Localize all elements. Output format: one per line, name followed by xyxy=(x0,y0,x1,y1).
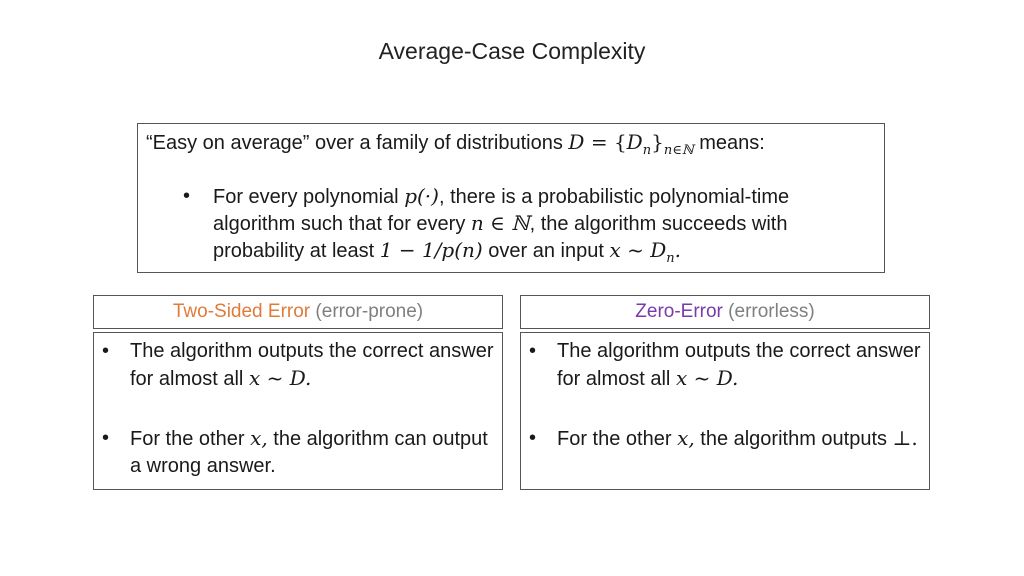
error-prone-label: (error-prone) xyxy=(310,301,424,322)
left-bullet-1 xyxy=(130,338,495,393)
definition-intro xyxy=(146,129,765,164)
line1-text-b: , there is a probabilistic polynomial-time xyxy=(438,186,790,208)
two-sided-error-label: Two-Sided Error xyxy=(172,301,311,322)
intro-math-d: D xyxy=(568,130,585,154)
definition-line-3 xyxy=(213,237,883,272)
intro-means: means: xyxy=(693,132,765,154)
line3-math2: x ~ D xyxy=(609,238,667,262)
bullet-dot: • xyxy=(529,340,537,362)
intro-math-dn: D xyxy=(626,130,643,154)
zero-error-panel xyxy=(520,332,930,490)
line2-text-b: , the algorithm succeeds with xyxy=(529,213,788,235)
zero-error-label: Zero-Error xyxy=(635,301,723,322)
line3-text-a: probability at least xyxy=(213,240,380,262)
two-sided-error-header xyxy=(93,295,503,329)
intro-math-sub: n∈ℕ xyxy=(663,143,694,158)
left-bullet-2-math: x, xyxy=(250,426,268,450)
line1-text-a: For every polynomial xyxy=(213,186,405,208)
zero-error-header xyxy=(520,295,930,329)
line3-text-b: over an input xyxy=(482,240,610,262)
slide-title: Average-Case Complexity xyxy=(378,38,646,64)
right-bullet-2-math: x, xyxy=(677,426,695,450)
line1-math: p(·) xyxy=(404,184,439,208)
definition-bullet: • xyxy=(183,185,191,207)
line3-math: 1 − 1/p(n) xyxy=(379,238,483,262)
line2-math: n ∈ ℕ xyxy=(470,211,530,235)
bottom-symbol: ⊥. xyxy=(892,426,918,450)
bullet-dot: • xyxy=(529,427,537,449)
intro-math-close: } xyxy=(651,130,664,154)
definition-line-1 xyxy=(213,183,883,210)
bullet-dot: • xyxy=(102,427,110,449)
intro-math-n: n xyxy=(642,143,652,158)
right-bullet-2-text-b: the algorithm outputs xyxy=(694,428,893,450)
two-sided-error-panel xyxy=(93,332,503,490)
line3-sub: n xyxy=(666,251,675,266)
right-bullet-2 xyxy=(557,425,922,453)
right-bullet-1 xyxy=(557,338,922,393)
line2-text-a: algorithm such that for every xyxy=(213,213,471,235)
intro-text: “Easy on average” over a family of distributions xyxy=(146,132,563,154)
intro-math-eq: = { xyxy=(584,130,627,154)
definition-line-2 xyxy=(213,210,883,237)
right-bullet-1-math: x ~ D. xyxy=(675,366,739,390)
left-bullet-1-math: x ~ D. xyxy=(248,366,312,390)
left-bullet-1-text: The algorithm outputs the correct answer for almost all xyxy=(130,340,494,390)
errorless-label: (errorless) xyxy=(722,301,815,322)
left-bullet-2 xyxy=(130,425,495,480)
right-bullet-1-text: The algorithm outputs the correct answer for almost all xyxy=(557,340,921,390)
bullet-dot: • xyxy=(102,340,110,362)
left-bullet-2-text-a: For the other xyxy=(130,428,251,450)
right-bullet-2-text-a: For the other xyxy=(557,428,678,450)
definition-box xyxy=(137,123,885,273)
line3-end: . xyxy=(674,238,681,262)
left-bullet-2-text-b: the algorithm can output a wrong answer. xyxy=(130,428,488,477)
definition-bullet-text xyxy=(213,183,883,272)
